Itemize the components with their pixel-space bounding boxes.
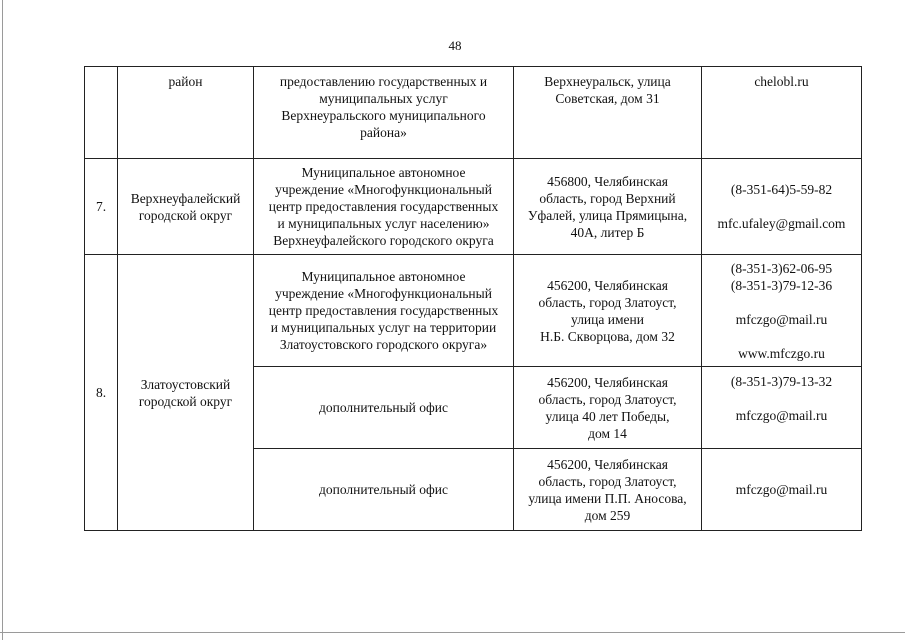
table-row: [85, 255, 862, 367]
municipality-cell: [118, 255, 254, 531]
scan-left-edge: [2, 0, 3, 640]
mfc-table: [84, 66, 862, 531]
row-number-cell: [85, 67, 118, 159]
org-line: и муниципальных услуг населению»: [277, 216, 490, 231]
org-line: района»: [360, 125, 407, 140]
address-line: улица имени П.П. Аносова,: [528, 490, 687, 506]
address-line: Н.Б. Скворцова, дом 32: [540, 328, 675, 344]
org-line: центр предоставления государственных: [268, 199, 499, 214]
organization-cell: [254, 367, 514, 449]
phone: (8-351-3)79-12-36: [730, 277, 833, 293]
org-line: учреждение «Многофункциональный: [275, 182, 492, 197]
website: chelobl.ru: [754, 74, 809, 89]
website: www.mfczgo.ru: [738, 345, 825, 361]
phone: (8-351-3)62-06-95: [730, 260, 833, 276]
organization-cell: [254, 255, 514, 367]
org-line: центр предоставления государственных: [268, 303, 499, 318]
email: mfczgo@mail.ru: [735, 311, 828, 327]
municipality-name: городской округ: [138, 207, 233, 223]
contact-cell: [702, 255, 862, 367]
row-number: 7.: [95, 199, 107, 214]
address-line: область, город Златоуст,: [538, 391, 677, 407]
org-line: предоставлению государственных и: [279, 74, 488, 89]
phone: (8-351-3)79-13-32: [730, 374, 833, 389]
table-row: [85, 159, 862, 255]
contact-cell: [702, 159, 862, 255]
address-cell: [514, 449, 702, 531]
org-line: муниципальных услуг: [319, 91, 448, 106]
address-line: дом 259: [584, 507, 631, 523]
address-cell: [514, 67, 702, 159]
scan-bottom-edge: [0, 632, 905, 633]
municipality-name: Верхнеуфалейский: [130, 190, 241, 206]
org-line: Златоустовского городского округа»: [279, 337, 488, 352]
municipality-cell: [118, 159, 254, 255]
address-cell: [514, 255, 702, 367]
contact-cell: [702, 67, 862, 159]
address-line: дом 14: [588, 425, 627, 441]
org-line: Верхнеуфалейского городского округа: [273, 233, 494, 248]
page-number: 48: [448, 38, 462, 53]
address-line: Верхнеуральск, улица: [544, 74, 671, 89]
municipality-name: Златоустовский: [140, 376, 231, 392]
address-line: Советская, дом 31: [555, 91, 660, 106]
email: mfc.ufaley@gmail.com: [717, 216, 846, 231]
organization-cell: [254, 159, 514, 255]
row-number: 8.: [95, 385, 107, 400]
org-line: и муниципальных услуг на территории: [270, 320, 497, 335]
address-line: 456200, Челябинская: [547, 374, 668, 390]
table-row: [85, 67, 862, 159]
contact-cell: [702, 449, 862, 531]
address-line: 456200, Челябинская: [547, 277, 668, 293]
row-number-cell: [85, 255, 118, 531]
address-line: улица имени: [571, 311, 644, 327]
municipality-cell: [118, 67, 254, 159]
organization-cell: [254, 67, 514, 159]
address-line: 40А, литер Б: [570, 224, 645, 240]
email: mfczgo@mail.ru: [735, 482, 828, 497]
email: mfczgo@mail.ru: [735, 408, 828, 423]
address-cell: [514, 367, 702, 449]
office-type: дополнительный офис: [319, 400, 448, 415]
address-cell: [514, 159, 702, 255]
row-number-cell: [85, 159, 118, 255]
address-line: область, город Златоуст,: [538, 294, 677, 310]
org-line: Муниципальное автономное: [301, 165, 466, 180]
address-line: улица 40 лет Победы,: [545, 408, 670, 424]
contact-cell: [702, 367, 862, 449]
organization-cell: [254, 449, 514, 531]
org-line: учреждение «Многофункциональный: [275, 286, 492, 301]
address-line: 456200, Челябинская: [547, 456, 668, 472]
org-line: Муниципальное автономное: [301, 269, 466, 284]
phone: (8-351-64)5-59-82: [730, 182, 833, 197]
address-line: Уфалей, улица Прямицына,: [527, 207, 688, 223]
municipality-name: городской округ: [138, 393, 233, 409]
address-line: 456800, Челябинская: [547, 173, 668, 189]
office-type: дополнительный офис: [319, 482, 448, 497]
address-line: область, город Златоуст,: [538, 473, 677, 489]
org-line: Верхнеуральского муниципального: [281, 108, 486, 123]
address-line: область, город Верхний: [539, 190, 676, 206]
municipality-name: район: [168, 74, 203, 89]
